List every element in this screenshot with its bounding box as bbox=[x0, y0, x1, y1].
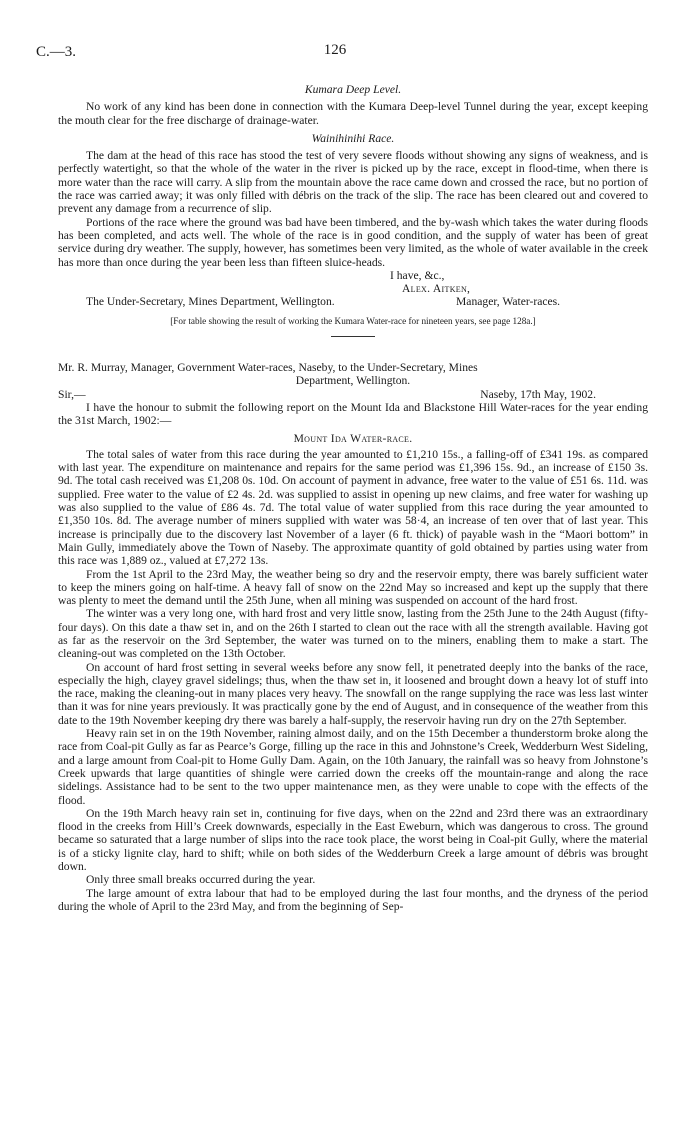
signoff-name: Alex. Aitken, bbox=[402, 282, 471, 296]
section-title-mount-ida: Mount Ida Water-race. bbox=[293, 431, 413, 445]
salutation: Sir,— bbox=[58, 387, 86, 401]
place-date: Naseby, 17th May, 1902. bbox=[480, 387, 596, 401]
section-title-kumara: Kumara Deep Level. bbox=[304, 83, 402, 96]
paragraph-kumara: No work of any kind has been done in connection with the Kumara Deep-level Tunnel during the year, except keeping the mouth clear for the free discharge of drainage-water. bbox=[58, 100, 648, 127]
letter-heading-line2: Department, Wellington. bbox=[295, 374, 411, 388]
page-number: 126 bbox=[323, 42, 347, 58]
letter-intro: I have the honour to submit the following report on the Mount Ida and Blackstone Hill Water-races for the year ending the 31st March, 1902:— bbox=[58, 400, 648, 428]
document-body bbox=[58, 78, 648, 913]
letter-heading-line1: Mr. R. Murray, Manager, Government Water-races, Naseby, to the Under-Secretary, Mines bbox=[58, 361, 478, 375]
paragraph-mount-ida-1: The total sales of water from this race during the year amounted to £1,210 15s., a falling-off of £341 19s. as compared with last year. The expenditure on maintenance and repairs for the same period was £1,396 15s. 9d., an increase of £150 3s. 9d. The total cash received was £1,208 0s. 10d. On account of payment in advance, free water to the value of £51 6s. 11d. was supplied. Free water to the value of £2 4s. 2d. was supplied to assist in opening up new claims, and free water for washing up was also supplied to the value of £86 4s. 7d. The total value of water supplied from this race during the year amounted to £1,350 10s. 8d. The average number of miners supplied with water was 58·4, an increase of ten over that of last year. This increase is principally due to the discovery last November of a layer (6 ft. thick) of payable wash in the “Maori bottom” in Main Gully, immediately above the Town of Naseby. The approximate quantity of gold obtained by parties using water from this race was 1,889 oz., valued at £7,272 13s. bbox=[58, 447, 648, 568]
paragraph-mount-ida-8: The large amount of extra labour that had to be employed during the last four months, and the dryness of the period during the whole of April to the 23rd May, and from the beginning of Sep- bbox=[58, 886, 648, 913]
section-title-wainihinihi: Wainihinihi Race. bbox=[311, 131, 395, 145]
signoff-title: Manager, Water-races. bbox=[456, 295, 561, 309]
paragraph-mount-ida-5: Heavy rain set in on the 19th November, raining almost daily, and on the 15th December a thunderstorm broke along the race from Coal-pit Gully as far as Pearce’s Gorge, filling up the race in this and Johnstone’s Creek, Wedderburn West Sideling, and a large amount from Coal-pit to Home Gully Dam. Again, on the 10th January, the rainfall was so heavy from Johnstone’s Creek upwards that large quantities of shingle were carried down the creeks off the mountain-range and along the race sidelings. Assistance had to be sent to the two upper maintenance men, as they were unable to cope with the effects of the flood. bbox=[58, 727, 648, 807]
paragraph-mount-ida-7: Only three small breaks occurred during the year. bbox=[86, 873, 316, 887]
document-reference: C.—3. bbox=[36, 44, 77, 60]
signoff-closing-line bbox=[58, 269, 648, 282]
section-divider bbox=[331, 336, 375, 337]
signoff-address-line bbox=[58, 295, 648, 308]
paragraph-wainihinihi-1: The dam at the head of this race has stood the test of very severe floods without showing any signs of weakness, and is perfectly watertight, so that the whole of the water in the river is picked up by the race, except in flood-time, when there is more water than the race will carry. A slip from the mountain above the race came down and crossed the race, but no portion of the race was carried away; it was only filled with débris on the track of the slip. The race has been cleared out and covered to prevent any damage from a recurrence of slip. bbox=[58, 149, 648, 216]
signoff-addressee: The Under-Secretary, Mines Department, Wellington. bbox=[86, 295, 335, 309]
signoff-name-line bbox=[58, 282, 648, 295]
table-reference-note: [For table showing the result of working the Kumara Water-race for nineteen years, see page 128a.] bbox=[170, 315, 536, 326]
paragraph-wainihinihi-2: Portions of the race where the ground was bad have been timbered, and the by-wash which takes the water during floods has been completed, and acts well. The whole of the race is in good condition, and the supply of water has been of great service during dry weather. The supply, however, has sometimes been very limited, as the whole of water available in the creek has more than once during the year been less than fifteen sluice-heads. bbox=[58, 215, 648, 269]
paragraph-mount-ida-3: The winter was a very long one, with hard frost and very little snow, lasting from the 25th June to the 24th August (fifty-four days). On this date a thaw set in, and on the 26th I started to clean out the race with all the strength available. Having got as far as the reservoir on the 3rd September, the water was turned on to the miners, enabling them to make a start. The cleaning-out was completed on the 13th October. bbox=[58, 607, 648, 661]
salutation-row bbox=[58, 388, 648, 401]
paragraph-mount-ida-6: On the 19th March heavy rain set in, continuing for five days, when on the 22nd and 23rd there was an extraordinary flood in the creeks from Hill’s Creek downwards, especially in the East Eweburn, which was dangerous to cross. The ground became so saturated that a large number of slips into the race took place, the worst being in Coal-pit Gully, where the material is of a sticky lignite clay, hard to shift; while on both sides of the Wedderburn Creek a large amount of débris was brought down. bbox=[58, 806, 648, 874]
paragraph-mount-ida-2: From the 1st April to the 23rd May, the weather being so dry and the reservoir empty, there was barely sufficient water to keep the miners going on half-time. A heavy fall of snow on the 22nd May so increased and kept up the supply that there was plenty to meet the demand until the 25th June, when all mining was suspended on account of the hard frost. bbox=[58, 567, 648, 608]
paragraph-mount-ida-4: On account of hard frost setting in several weeks before any snow fell, it penetrated deeply into the banks of the race, especially the high, clayey gravel sidelings; thus, when the thaw set in, it loosened and brought down a heavy lot of stuff into the race, making the cleaning-out in many places very heavy. The snowfall on the range supplying the race was less last winter than it was for nine years previously. It was practically gone by the end of August, and in consequence of the weather from this date to the 19th November keeping dry there was barely a half-supply, the reservoir having run dry on the 27th September. bbox=[58, 660, 648, 727]
signoff-closing: I have, &c., bbox=[390, 268, 445, 282]
